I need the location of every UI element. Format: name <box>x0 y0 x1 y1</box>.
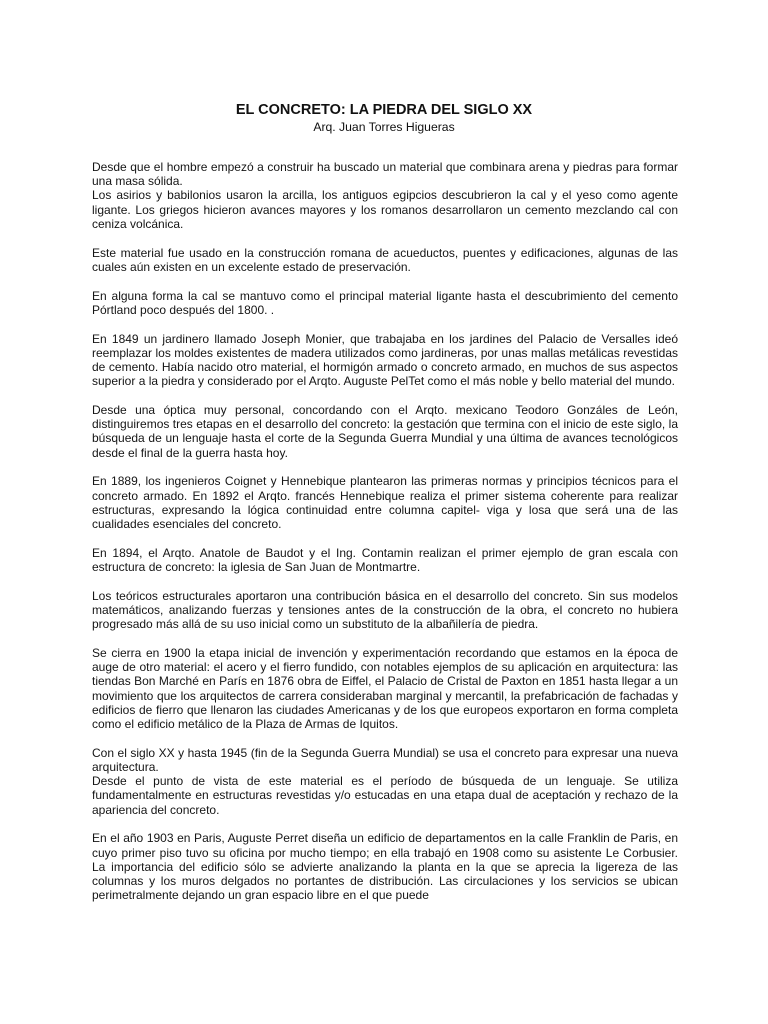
document-title: EL CONCRETO: LA PIEDRA DEL SIGLO XX <box>235 102 533 118</box>
paragraph: Desde una óptica muy personal, concordando con el Arqto. mexicano Teodoro Gonzáles de León, distinguiremos tres etapas en el desarrollo del concreto: la gestación que termina con el inicio de este siglo, la búsqueda de un lenguaje hasta el corte de la Segunda Guerra Mundial y una última de avances tecnológicos desde el final de la guerra hasta hoy. <box>92 403 678 460</box>
paragraph: Los teóricos estructurales aportaron una contribución básica en el desarrollo del concreto. Sin sus modelos matemáticos, analizando fuerzas y tensiones antes de la construcción de la obra, el concreto no hubiera progresado más allá de su uso inicial como un substituto de la albañilería de piedra. <box>92 588 678 632</box>
document-author: Arq. Juan Torres Higueras <box>313 120 455 134</box>
paragraph: Desde el punto de vista de este material es el período de búsqueda de un lenguaje. Se utiliza fundamentalmente en estructuras revestidas y/o estucadas en una etapa dual de aceptación y rechazo de la apariencia del concreto. <box>92 774 678 817</box>
paragraph: Se cierra en 1900 la etapa inicial de invención y experimentación recordando que estamos en la época de auge de otro material: el acero y el fierro fundido, con notables ejemplos de su aplicación en arquitectura: las tiendas Bon Marché en París en 1876 obra de Eiffel, el Palacio de Cristal de Paxton en 1851 hasta llegar a un movimiento que los arquitectos de carrera consideraban marginal y mercantil, la prefabricación de fachadas y edificios de fierro que llenaron las ciudades Americanas y de los que europeos exportaron en forma completa como el edificio metálico de la Plaza de Armas de Iquitos. <box>92 646 678 732</box>
paragraph: Desde que el hombre empezó a construir ha buscado un material que combinara arena y piedras para formar una masa sólida. <box>92 160 678 189</box>
paragraph: Este material fue usado en la construcción romana de acueductos, puentes y edificaciones, algunas de las cuales aún existen en un excelente estado de preservación. <box>92 245 678 274</box>
paragraph: En el año 1903 en Paris, Auguste Perret diseña un edificio de departamentos en la calle Franklin de Paris, en cuyo primer piso tuvo su oficina por mucho tiempo; en ella trabajó en 1908 como su asistente Le Corbusier. La importancia del edificio sólo se advierte analizando la planta en la que se aprecia la ligereza de las columnas y los muros delgados no portantes de distribución. Las circulaciones y los servicios se ubican perimetralmente dejando un gran espacio libre en el que puede <box>92 831 678 903</box>
paragraph: En 1849 un jardinero llamado Joseph Monier, que trabajaba en los jardines del Palacio de Versalles ideó reemplazar los moldes existentes de madera utilizados como jardineras, por unas mallas metálicas revestidas de cemento. Había nacido otro material, el hormigón armado o concreto armado, en muchos de sus aspectos superior a la piedra y considerado por el Arqto. Auguste PelTet como el más noble y bello material del mundo. <box>92 331 678 389</box>
paragraph: Con el siglo XX y hasta 1945 (fin de la Segunda Guerra Mundial) se usa el concreto para expresar una nueva arquitectura. <box>92 745 678 775</box>
document-body <box>92 160 678 902</box>
paragraph: Los asirios y babilonios usaron la arcilla, los antiguos egipcios descubrieron la cal y el yeso como agente ligante. Los griegos hicieron avances mayores y los romanos desarrollaron un cemento mezclando cal con ceniza volcánica. <box>92 188 678 231</box>
paragraph: En 1894, el Arqto. Anatole de Baudot y el Ing. Contamin realizan el primer ejemplo de gran escala con estructura de concreto: la iglesia de San Juan de Montmartre. <box>92 545 678 575</box>
paragraph: En alguna forma la cal se mantuvo como el principal material ligante hasta el descubrimiento del cemento Pórtland poco después del 1800. . <box>92 288 678 317</box>
paragraph: En 1889, los ingenieros Coignet y Hennebique plantearon las primeras normas y principios técnicos para el concreto armado. En 1892 el Arqto. francés Hennebique realiza el primer sistema coherente para realizar estructuras, expresando la lógica continuidad entre columna capitel- viga y losa que será una de las cualidades esenciales del concreto. <box>92 474 678 532</box>
